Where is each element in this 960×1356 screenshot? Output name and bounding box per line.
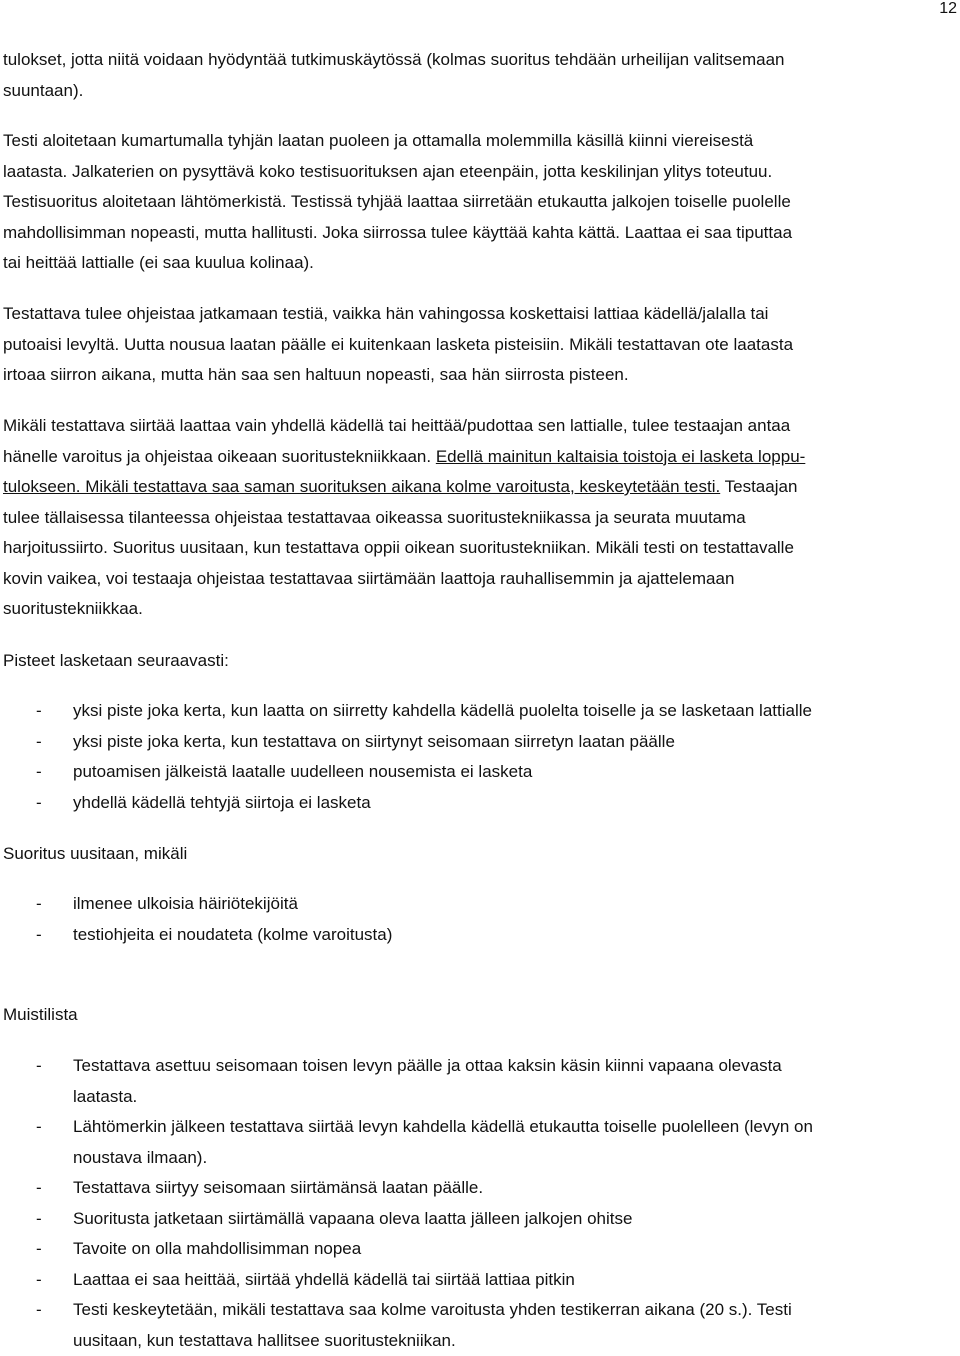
list-item-text: yksi piste joka kerta, kun testattava on siirtynyt seisomaan siirretyn laatan päälle (73, 731, 675, 751)
text-line: putoaisi levyltä. Uutta nousua laatan päälle ei kuitenkaan lasketa pisteisiin. Mikäli testattavan ote laatasta (3, 334, 794, 354)
redo-list (3, 889, 960, 950)
list-item-text: Testattava siirtyy seisomaan siirtämänsä laatan päälle. (73, 1178, 484, 1197)
text-line (3, 442, 960, 473)
list-item-text: Suoritusta jatketaan siirtämällä vapaana oleva laatta jälleen jalkojen ohitse (73, 1208, 633, 1228)
bullet-dash: - (36, 894, 42, 913)
checklist-heading: Muistilista (3, 1005, 78, 1024)
list-item (3, 696, 960, 727)
paragraph-warnings (3, 411, 960, 625)
bullet-dash: - (36, 924, 42, 944)
list-item (3, 1265, 960, 1296)
text-line: tulee tällaisessa tilanteessa ohjeistaa testattavaa oikeassa suoritustekniikassa ja seurata muutama (3, 507, 746, 527)
list-item (3, 1204, 960, 1235)
text-span: hänelle varoitus ja ohjeistaa oikeaan suoritustekniikkaan. (3, 446, 436, 466)
text-line (3, 472, 960, 503)
list-item-text (73, 1051, 960, 1112)
text-line: suuntaan). (3, 80, 84, 100)
list-item-text: yksi piste joka kerta, kun laatta on siirretty kahdella kädellä puolelta toiselle ja se lasketaan lattialle (73, 701, 812, 720)
list-item (3, 1173, 960, 1204)
text-line: Testattava tulee ohjeistaa jatkamaan testiä, vaikka hän vahingossa koskettaisi lattiaa kädellä/jalalla tai (3, 304, 769, 323)
text-line: Testi keskeytetään, mikäli testattava saa kolme varoitusta yhden testikerran aikana (20 s.). Testi (73, 1300, 792, 1319)
bullet-dash: - (36, 792, 42, 812)
text-line: uusitaan, kun testattava hallitsee suoritustekniikan. (73, 1330, 456, 1350)
list-item (3, 1051, 960, 1112)
text-line: Testattava asettuu seisomaan toisen levyn päälle ja ottaa kaksin käsin kiinni vapaana olevasta (73, 1056, 782, 1075)
list-item-text: testiohjeita ei noudateta (kolme varoitusta) (73, 924, 393, 944)
text-span: Testaajan (720, 477, 798, 496)
bullet-dash: - (36, 1269, 42, 1289)
text-line: irtoaa siirron aikana, mutta hän saa sen haltuun nopeasti, saa hän siirrosta pisteen. (3, 365, 629, 384)
list-item-text: ilmenee ulkoisia häiriötekijöitä (73, 894, 298, 913)
list-item (3, 1234, 960, 1265)
underlined-text: tulokseen. Mikäli testattava saa saman suorituksen aikana kolme varoitusta, keskeytetään testi. (3, 477, 721, 496)
bullet-dash: - (36, 731, 42, 751)
bullet-dash: - (36, 701, 42, 720)
list-item (3, 889, 960, 920)
text-line: Mikäli testattava siirtää laattaa vain yhdellä kädellä tai heittää/pudottaa sen lattialle, tulee testaajan antaa (3, 416, 791, 435)
list-item-text: putoamisen jälkeistä laatalle uudelleen nousemista ei lasketa (73, 762, 533, 781)
text-line: noustava ilmaan). (73, 1147, 208, 1167)
list-item (3, 1295, 960, 1356)
text-line: tulokset, jotta niitä voidaan hyödyntää tutkimuskäytössä (kolmas suoritus tehdään urheilijan valitsemaan (3, 50, 785, 69)
text-line: suoritustekniikkaa. (3, 599, 143, 618)
list-item (3, 920, 960, 951)
list-item-text: yhdellä kädellä tehtyjä siirtoja ei lasketa (73, 792, 371, 812)
bullet-dash: - (36, 1117, 42, 1136)
text-line: tai heittää lattialle (ei saa kuulua kolinaa). (3, 253, 314, 272)
list-item (3, 788, 960, 819)
bullet-dash: - (36, 1300, 42, 1319)
list-item-text (73, 1295, 960, 1356)
checklist-list (3, 1051, 960, 1356)
text-line: harjoitussiirto. Suoritus uusitaan, kun testattava oppii oikean suoritustekniikan. Mikäli testi on testattavalle (3, 538, 794, 557)
bullet-dash: - (36, 762, 42, 781)
paragraph-intro-continuation (3, 45, 960, 106)
list-item (3, 757, 960, 788)
underlined-text: Edellä mainitun kaltaisia toistoja ei lasketa loppu- (435, 446, 806, 466)
text-line: mahdollisimman nopeasti, mutta hallitusti. Joka siirrossa tulee käyttää kahta kättä. Laattaa ei saa tiputtaa (3, 222, 793, 242)
bullet-dash: - (36, 1056, 42, 1075)
bullet-dash: - (36, 1208, 42, 1228)
bullet-dash: - (36, 1178, 42, 1197)
text-line: laatasta. Jalkaterien on pysyttävä koko testisuorituksen ajan eteenpäin, jotta keskilinjan ylitys toteutuu. (3, 161, 773, 181)
scoring-list (3, 696, 960, 818)
text-line: Testi aloitetaan kumartumalla tyhjän laatan puoleen ja ottamalla molemmilla käsillä kiinni viereisestä (3, 131, 754, 150)
bullet-dash: - (36, 1239, 42, 1258)
list-item (3, 1112, 960, 1173)
list-item-text: Tavoite on olla mahdollisimman nopea (73, 1239, 362, 1258)
paragraph-instructions (3, 299, 960, 391)
text-line: Testisuoritus aloitetaan lähtömerkistä. Testissä tyhjää laattaa siirretään etukautta jalkojen toiselle puolelle (3, 192, 791, 211)
text-line: laatasta. (73, 1086, 138, 1106)
scoring-heading: Pisteet lasketaan seuraavasti: (3, 651, 229, 670)
paragraph-test-start (3, 126, 960, 279)
text-line: kovin vaikea, voi testaaja ohjeistaa testattavaa siirtämään laattoja rauhallisemmin ja ajattelemaan (3, 568, 735, 588)
page-number: 12 (939, 0, 957, 17)
list-item-text: Laattaa ei saa heittää, siirtää yhdellä kädellä tai siirtää lattiaa pitkin (73, 1269, 575, 1289)
text-line: Lähtömerkin jälkeen testattava siirtää levyn kahdella kädellä etukautta toiselle puolelleen (levyn on (73, 1117, 813, 1136)
list-item (3, 727, 960, 758)
redo-heading: Suoritus uusitaan, mikäli (3, 844, 188, 863)
list-item-text (73, 1112, 960, 1173)
